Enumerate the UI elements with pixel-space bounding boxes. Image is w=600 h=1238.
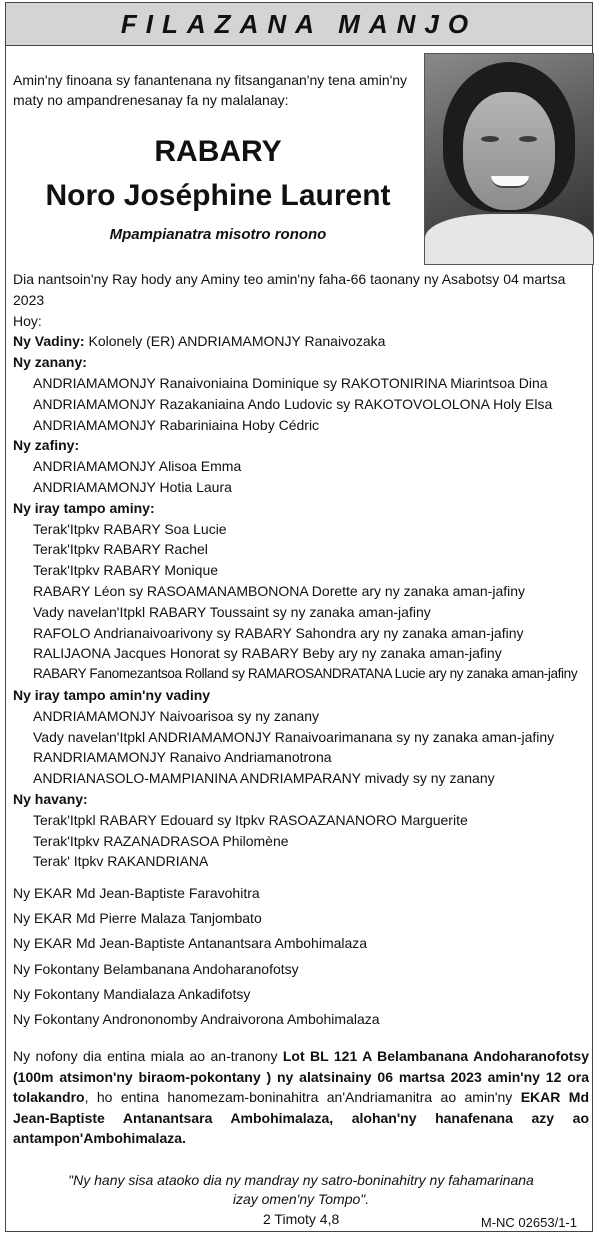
funeral-details [13, 1046, 589, 1149]
deceased-given-names: Noro Joséphine Laurent [45, 179, 391, 212]
header-bar [6, 3, 592, 46]
announcement-line-1: Dia nantsoin'ny Ray hody any Aminy teo amin'ny faha-66 taonany ny Asabotsy 04 martsa [13, 271, 566, 287]
spouse-value: Kolonely (ER) ANDRIAMAMONJY Ranaivozaka [88, 333, 386, 350]
list-item: ANDRIAMAMONJY Ranaivoniaina Dominique sy RAKOTONIRINA Miarintsoa Dina [33, 374, 548, 391]
list-item: Terak'Itpkv RABARY Soa Lucie [33, 520, 227, 537]
list-item: ANDRIAMAMONJY Naivoarisoa sy ny zanany [33, 707, 320, 724]
list-item: RABARY Léon sy RASOAMANAMBONONA Dorette ary ny zanaka aman-jafiny [33, 582, 526, 599]
list-item: Terak' Itpkv RAKANDRIANA [33, 853, 209, 870]
quote-line-2: izay omen'ny Tompo". [232, 1191, 370, 1207]
relatives-label: Ny havany: [13, 790, 88, 807]
bible-quote [13, 1171, 589, 1209]
list-item: Terak'Itpkl RABARY Edouard sy Itpkv RASOAZANANORO Marguerite [33, 811, 468, 828]
list-item: ANDRIANASOLO-MAMPIANINA ANDRIAMPARANY mivady sy ny zanany [33, 770, 495, 787]
funeral-location: Lot BL 121 A Belambanana Andoharanofotsy (100m atsimon'ny biraom-pokontany ) ny alatsinainy 06 martsa 2023 amin'ny 12 ora tolakandro [13, 1048, 589, 1105]
page-title: FILAZANA MANJO [120, 8, 478, 39]
photo-smile [491, 176, 529, 188]
bible-reference: 2 Timoty 4,8 [263, 1211, 340, 1227]
obituary-frame [5, 2, 593, 1232]
photo-shoulders [425, 214, 593, 265]
photo-face [463, 92, 555, 210]
photo-eye-right [519, 136, 537, 142]
role-suffix: misotro ronono [215, 226, 327, 243]
spouse-siblings-label: Ny iray tampo amin'ny vadiny [13, 686, 211, 703]
list-item: ANDRIAMAMONJY Alisoa Emma [33, 458, 242, 475]
photo-eye-left [481, 136, 499, 142]
grandchildren-label: Ny zafiny: [13, 437, 80, 454]
community-item: Ny EKAR Md Jean-Baptiste Faravohitra [13, 885, 260, 901]
list-item: Terak'Itpkv RABARY Monique [33, 562, 219, 579]
list-item: RAFOLO Andrianaivoarivony sy RABARY Sahondra ary ny zanaka aman-jafiny [33, 624, 524, 641]
quote-line-1: "Ny hany sisa ataoko dia ny mandray ny satro-boninahitry ny fahamarinana [68, 1172, 534, 1188]
siblings-label: Ny iray tampo aminy: [13, 499, 155, 516]
funeral-text-1: Ny nofony dia entina miala ao an-tranony [13, 1048, 283, 1064]
community-item: Ny Fokontany Belambanana Andoharanofotsy [13, 960, 299, 977]
community-item: Ny EKAR Md Jean-Baptiste Antanantsara Ambohimalaza [13, 935, 368, 952]
spouse-row [13, 331, 589, 352]
list-item: ANDRIAMAMONJY Rabariniaina Hoby Cédric [33, 416, 320, 433]
hoy-label: Hoy: [13, 312, 42, 329]
funeral-text-2: , ho entina hanomezam-boninahitra an'Andriamanitra ao amin'ny [84, 1089, 521, 1105]
community-item: Ny Fokontany Andrononomby Andraivorona Ambohimalaza [13, 1011, 380, 1028]
list-item: ANDRIAMAMONJY Razakaniaina Ando Ludovic sy RAKOTOVOLOLONA Holy Elsa [33, 395, 553, 412]
list-item: RALIJAONA Jacques Honorat sy RABARY Beby ary ny zanaka aman-jafiny [33, 645, 502, 662]
community-item: Ny EKAR Md Pierre Malaza Tanjombato [13, 910, 262, 927]
deceased-surname: RABARY [154, 135, 282, 168]
spouse-label: Ny Vadiny: [13, 333, 85, 350]
communities-list [13, 881, 589, 1032]
list-item: Terak'Itpkv RAZANADRASOA Philomène [33, 832, 289, 849]
portrait-photo [424, 53, 594, 265]
ad-code: M-NC 02653/1-1 [480, 1215, 577, 1230]
children-label: Ny zanany: [13, 354, 87, 371]
funeral-church: EKAR Md Jean-Baptiste Antanantsara Ambohimalaza, alohan'ny hanafenana azy ao antampon'Ambohimalaza. [13, 1089, 589, 1146]
role-prefix: Mpampianatra [109, 226, 212, 243]
list-item: ANDRIAMAMONJY Hotia Laura [33, 478, 232, 495]
announcement-line-2: 2023 [13, 291, 45, 308]
list-item: Vady navelan'Itpkl RABARY Toussaint sy ny zanaka aman-jafiny [33, 603, 431, 620]
list-item: RABARY Fanomezantsoa Rolland sy RAMAROSANDRATANA Lucie ary ny zanaka aman-jafiny [33, 666, 578, 682]
list-item: RANDRIAMAMONJY Ranaivo Andriamanotrona [33, 749, 332, 766]
family-list [13, 269, 589, 872]
list-item: Terak'Itpkv RABARY Rachel [33, 541, 208, 558]
community-item: Ny Fokontany Mandialaza Ankadifotsy [13, 985, 251, 1002]
intro-text: Amin'ny finoana sy fanantenana ny fitsanganan'ny tena amin'ny maty no ampandrenesanay fa ny malalanay: [13, 72, 408, 108]
deceased-role [13, 226, 423, 243]
list-item: Vady navelan'Itpkl ANDRIAMAMONJY Ranaivoarimanana sy ny zanaka aman-jafiny [33, 728, 555, 745]
